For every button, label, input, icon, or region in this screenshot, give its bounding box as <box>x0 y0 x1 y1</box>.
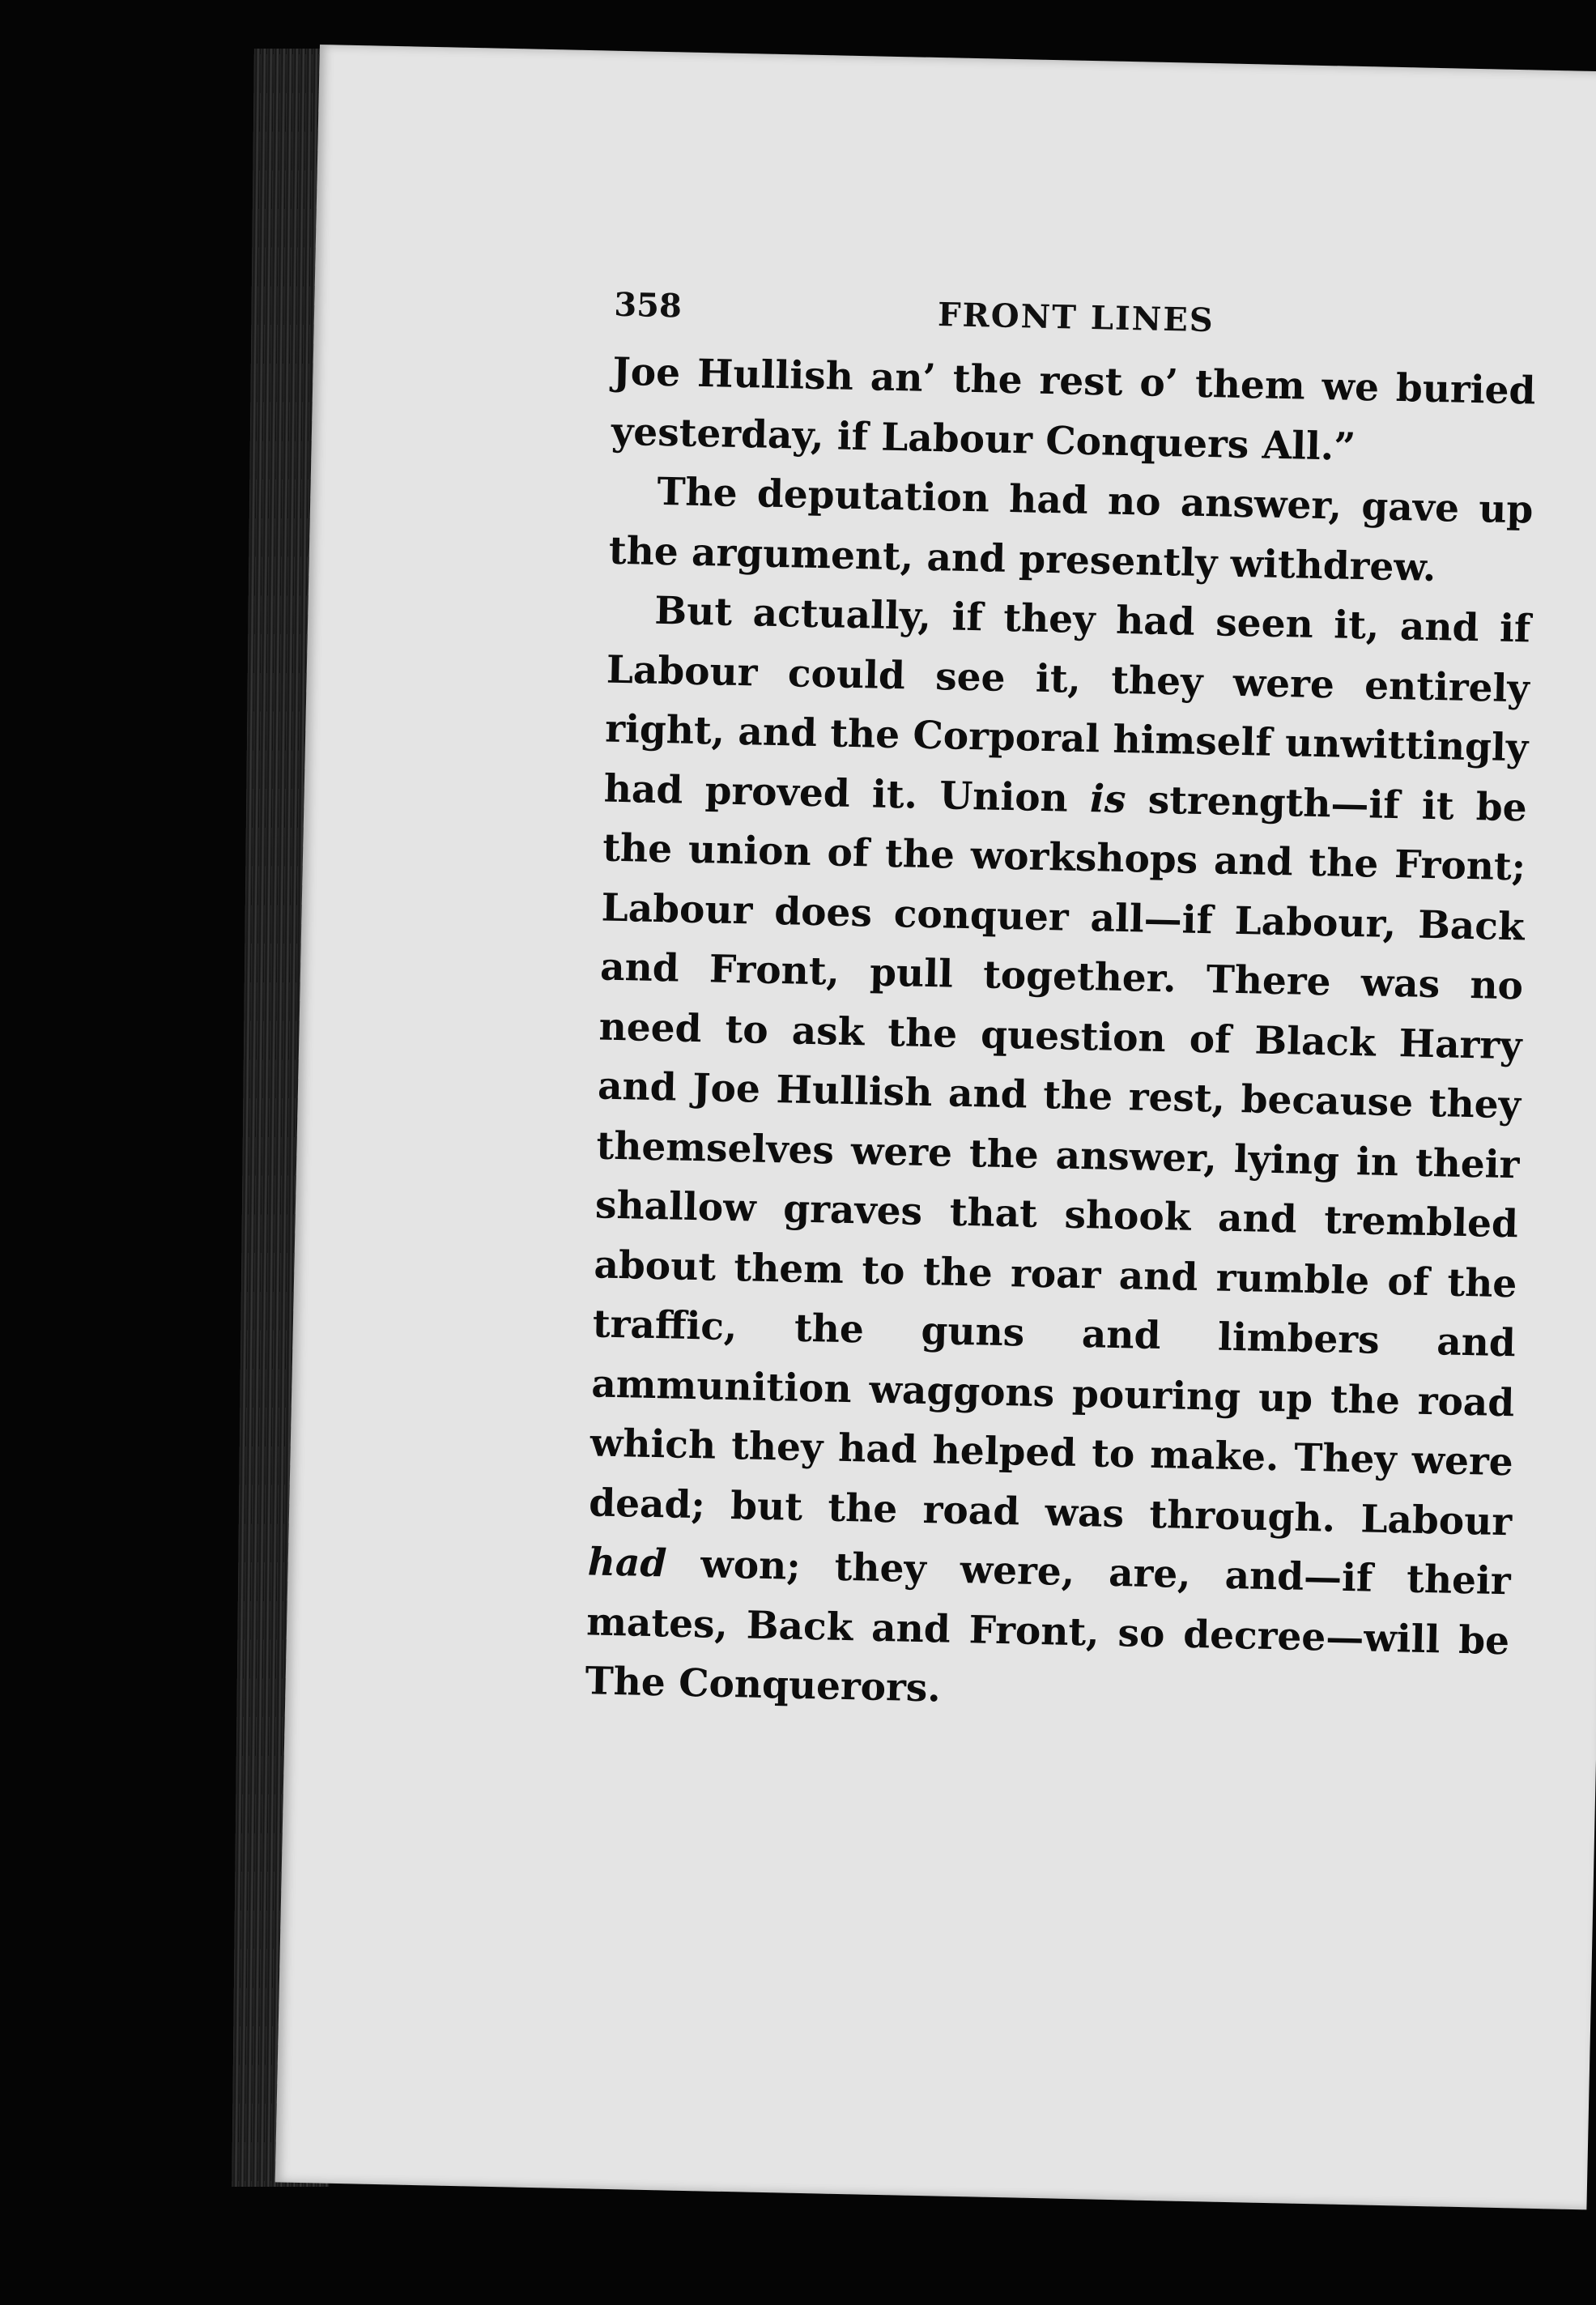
body-text <box>585 343 1536 1731</box>
paragraph <box>608 462 1534 600</box>
running-title: FRONT LINES <box>937 296 1215 340</box>
paragraph <box>611 343 1536 481</box>
text-segment: won; they were, are, and—if their mates, Back and Front, so decree—will be The Conquerors. <box>585 1541 1512 1711</box>
book-page <box>275 45 1596 2209</box>
page-number: 358 <box>613 285 683 326</box>
text-segment: The deputation had no answer, gave up the argument, and presently withdrew. <box>608 469 1534 590</box>
italic-text: had <box>587 1540 667 1587</box>
text-segment: Joe Hullish an’ the rest o’ them we buried yesterday, if Labour Conquers All.” <box>611 349 1536 470</box>
italic-text: is <box>1089 776 1127 822</box>
text-segment: strength—if it be the union of the workshops and the Front; Labour does conquer all—if Labour, Back and Front, pull together. There was no need to ask the question of Black Harry and Joe Hullish and the rest, because they themselves were the answer, lying in their shallow graves that shook and trembled about them to the roar and rumble of the traffic, the guns and limbers and ammunition waggons pouring up the road which they had helped to make. They were dead; but the road was through. Labour <box>588 777 1528 1544</box>
page-content <box>585 286 1538 1731</box>
paragraph <box>585 581 1531 1731</box>
text-segment: But actually, if they had seen it, and if Labour could see it, they were entirely right, and the Corporal himself unwittingly had proved it. Union <box>603 588 1531 821</box>
